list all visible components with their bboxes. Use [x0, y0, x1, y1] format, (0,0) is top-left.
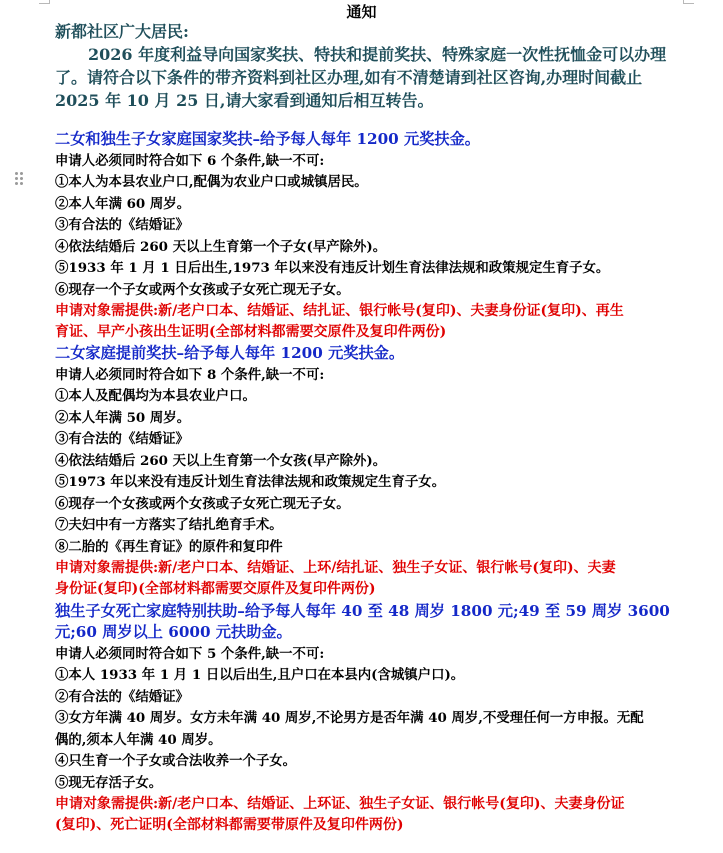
- section-heading: 元;60 周岁以上 6000 元扶助金。: [55, 623, 292, 641]
- intro-line: 2026 年度利益导向国家奖扶、特扶和提前奖扶、特殊家庭一次性抚恤金可以办理: [88, 45, 667, 64]
- condition-item: ⑤1973 年以来没有违反计划生育法律法规和政策规定生育子女。: [55, 474, 446, 490]
- section-requirement: 申请人必须同时符合如下 8 个条件,缺一不可:: [55, 367, 325, 383]
- notice-title: 通知: [346, 3, 377, 21]
- condition-item: ⑧二胎的《再生育证》的原件和复印件: [55, 539, 283, 555]
- condition-item: ②有合法的《结婚证》: [55, 689, 189, 705]
- condition-item: ①本人为本县农业户口,配偶为农业户口或城镇居民。: [55, 174, 368, 190]
- section-heading: 二女和独生子女家庭国家奖扶–给予每人每年 1200 元奖扶金。: [55, 130, 480, 148]
- condition-item: ④只生育一个子女或合法收养一个子女。: [55, 753, 297, 769]
- condition-item: ②本人年满 50 周岁。: [55, 410, 191, 426]
- intro-line: 了。请符合以下条件的带齐资料到社区办理,如有不清楚请到社区咨询,办理时间截止: [55, 68, 643, 87]
- section-heading: 二女家庭提前奖扶–给予每人每年 1200 元奖扶金。: [55, 344, 405, 362]
- intro-line: 2025 年 10 月 25 日,请大家看到通知后相互转告。: [55, 91, 434, 110]
- condition-item: ③女方年满 40 周岁。女方未年满 40 周岁,不论男方是否年满 40 周岁,不受理任何一方申报。无配: [55, 710, 644, 726]
- section-heading: 独生子女死亡家庭特别扶助–给予每人每年 40 至 48 周岁 1800 元;49 至 59 周岁 3600: [55, 602, 670, 620]
- condition-item: ①本人 1933 年 1 月 1 日以后出生,且户口在本县内(含城镇户口)。: [55, 667, 465, 683]
- condition-item: ⑥现存一个子女或两个女孩或子女死亡现无子女。: [55, 282, 350, 298]
- condition-item: 偶的,须本人年满 40 周岁。: [55, 732, 222, 748]
- section-requirement: 申请人必须同时符合如下 5 个条件,缺一不可:: [55, 646, 325, 662]
- condition-item: ④依法结婚后 260 天以上生育第一个女孩(早产除外)。: [55, 453, 387, 469]
- drag-handle-icon[interactable]: [15, 172, 23, 186]
- condition-item: ⑦夫妇中有一方落实了结扎绝育手术。: [55, 517, 283, 533]
- materials-note: (复印)、死亡证明(全部材料都需要带原件及复印件两份): [55, 817, 404, 833]
- materials-note: 育证、早产小孩出生证明(全部材料都需要交原件及复印件两份): [55, 324, 447, 340]
- condition-item: ④依法结婚后 260 天以上生育第一个子女(早产除外)。: [55, 239, 387, 255]
- condition-item: ③有合法的《结婚证》: [55, 431, 189, 447]
- materials-note: 申请对象需提供:新/老户口本、结婚证、结扎证、银行帐号(复印)、夫妻身份证(复印)、再生: [55, 303, 624, 319]
- section-requirement: 申请人必须同时符合如下 6 个条件,缺一不可:: [55, 153, 325, 169]
- condition-item: ②本人年满 60 周岁。: [55, 196, 191, 212]
- condition-item: ①本人及配偶均为本县农业户口。: [55, 388, 256, 404]
- materials-note: 身份证(复印)(全部材料都需要交原件及复印件两份): [55, 581, 376, 597]
- materials-note: 申请对象需提供:新/老户口本、结婚证、上环/结扎证、独生子女证、银行帐号(复印)、夫妻: [55, 560, 616, 576]
- greeting: 新都社区广大居民:: [55, 22, 189, 41]
- materials-note: 申请对象需提供:新/老户口本、结婚证、上环证、独生子女证、银行帐号(复印)、夫妻身份证: [55, 796, 625, 812]
- condition-item: ③有合法的《结婚证》: [55, 217, 189, 233]
- condition-item: ⑤1933 年 1 月 1 日后出生,1973 年以来没有违反计划生育法律法规和政策规定生育子女。: [55, 260, 610, 276]
- condition-item: ⑤现无存活子女。: [55, 775, 163, 791]
- condition-item: ⑥现存一个女孩或两个女孩或子女死亡现无子女。: [55, 496, 350, 512]
